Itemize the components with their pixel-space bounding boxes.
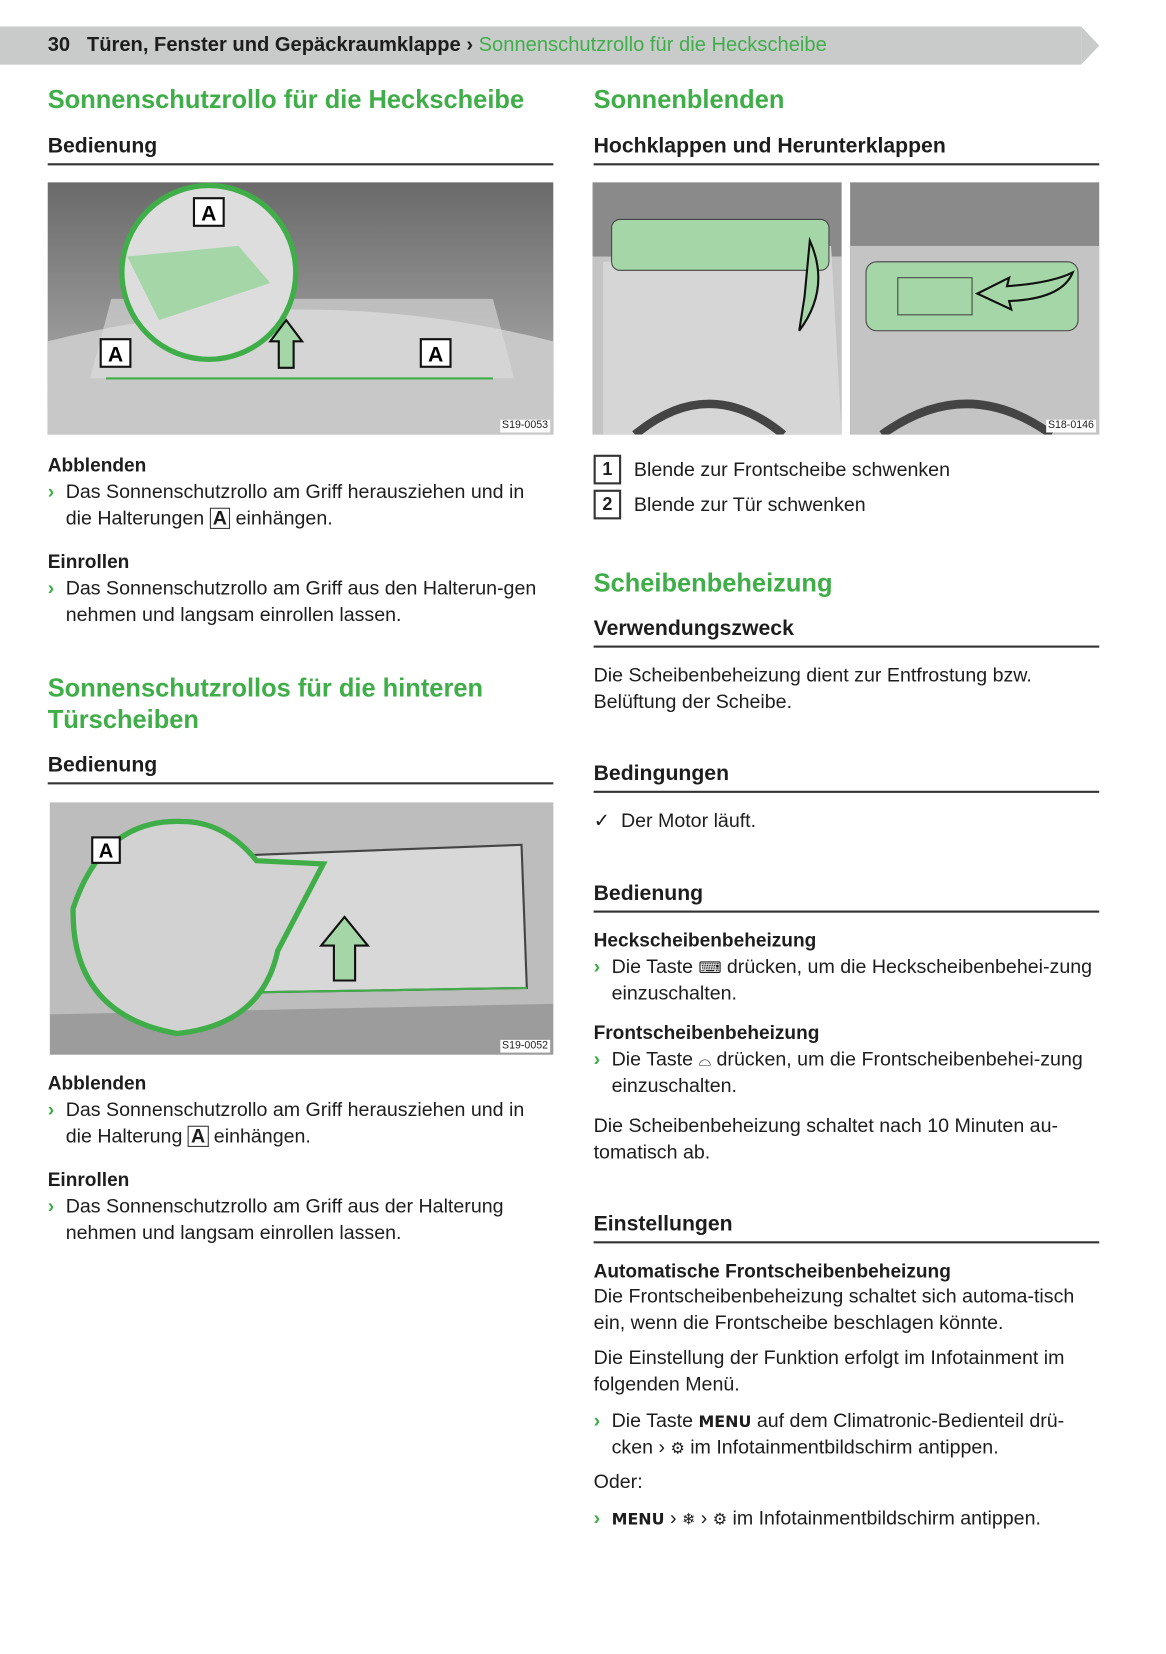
instruction — [48, 1192, 554, 1245]
subsection-title: Hochklappen und Herunterklappen — [594, 134, 1100, 166]
instruction-text: drücken, um die Heckscheibenbehei-zung einzuschalten. — [611, 955, 1093, 1004]
arrow-icon: › — [593, 1047, 601, 1070]
instruction-text: Die Taste — [611, 955, 694, 978]
legend-item — [594, 452, 1100, 487]
subsection-title: Bedienung — [48, 753, 554, 785]
heading: Heckscheibenbeheizung — [593, 929, 817, 951]
arrow-icon: › — [47, 1098, 55, 1121]
instruction — [594, 1045, 1100, 1098]
condition-text: Der Motor läuft. — [620, 808, 757, 832]
door-blind-illustration — [50, 802, 553, 1054]
chapter[interactable]: Türen, Fenster und Gepäckraumklappe — [86, 33, 461, 57]
breadcrumb-separator: › — [466, 33, 474, 57]
arrow-icon: › — [47, 576, 55, 599]
breadcrumb — [48, 34, 827, 57]
section-title: Sonnenblenden — [593, 85, 785, 115]
subsection-title: Bedingungen — [594, 761, 1100, 793]
instruction-text: Das Sonnenschutzrollo am Griff herausziehen und in die Halterungen — [65, 480, 525, 529]
legend-text: Blende zur Tür schwenken — [633, 492, 866, 516]
instruction-text: Die Taste — [611, 1047, 694, 1070]
paragraph: Die Einstellung der Funktion erfolgt im Infotainment im folgenden Menü. — [593, 1346, 1065, 1395]
instruction — [48, 575, 554, 628]
paragraph: Die Scheibenbeheizung schaltet nach 10 Minuten au-tomatisch ab. — [593, 1114, 1059, 1163]
subsection-title: Verwendungszweck — [594, 616, 1100, 648]
figure-visor-side — [850, 182, 1099, 434]
sun-visor-illustration-1 — [593, 182, 842, 434]
settings-icon: ⚙ — [712, 1510, 728, 1529]
left-column — [48, 85, 554, 1246]
heading: Frontscheibenbeheizung — [593, 1021, 820, 1044]
instruction-text: im Infotainmentbildschirm antippen. — [690, 1435, 999, 1458]
paragraph: Oder: — [593, 1470, 643, 1493]
abblenden-heading: Abblenden — [47, 454, 147, 476]
subsection-title: Bedienung — [48, 134, 554, 166]
svg-text:A: A — [201, 202, 217, 226]
instruction-text: Das Sonnenschutzrollo am Griff aus den Halterun-gen nehmen und langsam einrollen lassen. — [65, 576, 537, 626]
condition — [594, 807, 1100, 834]
instruction — [594, 953, 1100, 1006]
instruction-text: Die Taste — [611, 1408, 694, 1431]
front-defrost-icon: ⌓ — [698, 1051, 712, 1070]
svg-text:A: A — [98, 840, 114, 863]
check-icon: ✓ — [593, 808, 611, 832]
instruction — [594, 1407, 1100, 1460]
arrow-icon: › — [47, 1194, 55, 1217]
rear-defrost-icon: ⌨ — [698, 959, 722, 978]
instruction-text: einhängen. — [213, 1124, 311, 1147]
instruction-text: auf dem Climatronic-Bedienteil drü-cken — [611, 1408, 1065, 1458]
rear-blind-illustration — [48, 182, 554, 434]
subsection-title: Einstellungen — [594, 1212, 1100, 1244]
chevron-icon: › — [700, 1506, 708, 1529]
legend-text: Blende zur Frontscheibe schwenken — [633, 457, 951, 481]
paragraph: Die Frontscheibenbeheizung schaltet sich automa-tisch ein, wenn die Frontscheibe beschlagen könnte. — [593, 1284, 1075, 1334]
abblenden-heading: Abblenden — [47, 1072, 147, 1094]
figure-visor-front — [593, 182, 842, 434]
chevron-icon: › — [669, 1506, 677, 1529]
section-title: Scheibenbeheizung — [593, 569, 833, 598]
figure-code: S19-0052 — [500, 1040, 550, 1053]
legend-number: 1 — [594, 454, 622, 484]
einrollen-heading: Einrollen — [47, 1169, 130, 1191]
legend-number: 2 — [594, 489, 622, 519]
section-title: Sonnenschutzrollo für die Heckscheibe — [47, 85, 525, 115]
section-title: Sonnenschutzrollos für die hinteren Türscheiben — [47, 674, 484, 735]
figure-sun-visors — [593, 182, 1100, 434]
label-a: A — [210, 508, 231, 529]
figure-rear-window-blind — [48, 182, 554, 434]
menu-key: MENU — [611, 1509, 665, 1529]
instruction-text: einhängen. — [235, 506, 333, 529]
paragraph: Die Scheibenbeheizung dient zur Entfrostung bzw. Belüftung der Scheibe. — [593, 663, 1032, 713]
header-arrow — [1081, 26, 1099, 64]
instruction-text: Das Sonnenschutzrollo am Griff herausziehen und in die Halterung — [65, 1098, 525, 1147]
label-a: A — [188, 1126, 209, 1147]
heading: Automatische Frontscheibenbeheizung — [593, 1260, 951, 1282]
sun-visor-illustration-2 — [850, 182, 1099, 434]
legend-item — [594, 487, 1100, 522]
instruction — [594, 1504, 1100, 1531]
menu-key: MENU — [698, 1411, 752, 1431]
figure-code: S18-0146 — [1046, 420, 1096, 433]
instruction-text: im Infotainmentbildschirm antippen. — [732, 1506, 1041, 1529]
arrow-icon: › — [593, 1506, 601, 1529]
chevron-icon: › — [658, 1435, 666, 1458]
instruction-text: drücken, um die Frontscheibenbehei-zung einzuschalten. — [611, 1047, 1083, 1097]
einrollen-heading: Einrollen — [47, 551, 130, 573]
page-number: 30 — [47, 33, 71, 57]
settings-icon: ⚙ — [670, 1439, 685, 1458]
right-column — [594, 85, 1100, 1531]
arrow-icon: › — [593, 955, 601, 978]
figure-code: S19-0053 — [500, 420, 550, 433]
climate-icon: ❄ — [681, 1510, 696, 1529]
instruction-text: Das Sonnenschutzrollo am Griff aus der Halterung nehmen und langsam einrollen lassen. — [65, 1194, 504, 1244]
arrow-icon: › — [593, 1408, 601, 1431]
svg-text:A: A — [107, 343, 124, 367]
section[interactable]: Sonnenschutzrollo für die Heckscheibe — [478, 33, 827, 57]
instruction — [48, 1096, 554, 1149]
subsection-title: Bedienung — [594, 881, 1100, 913]
instruction — [48, 478, 554, 531]
figure-door-blind — [50, 802, 553, 1054]
svg-text:A: A — [428, 343, 444, 367]
arrow-icon: › — [47, 480, 55, 503]
